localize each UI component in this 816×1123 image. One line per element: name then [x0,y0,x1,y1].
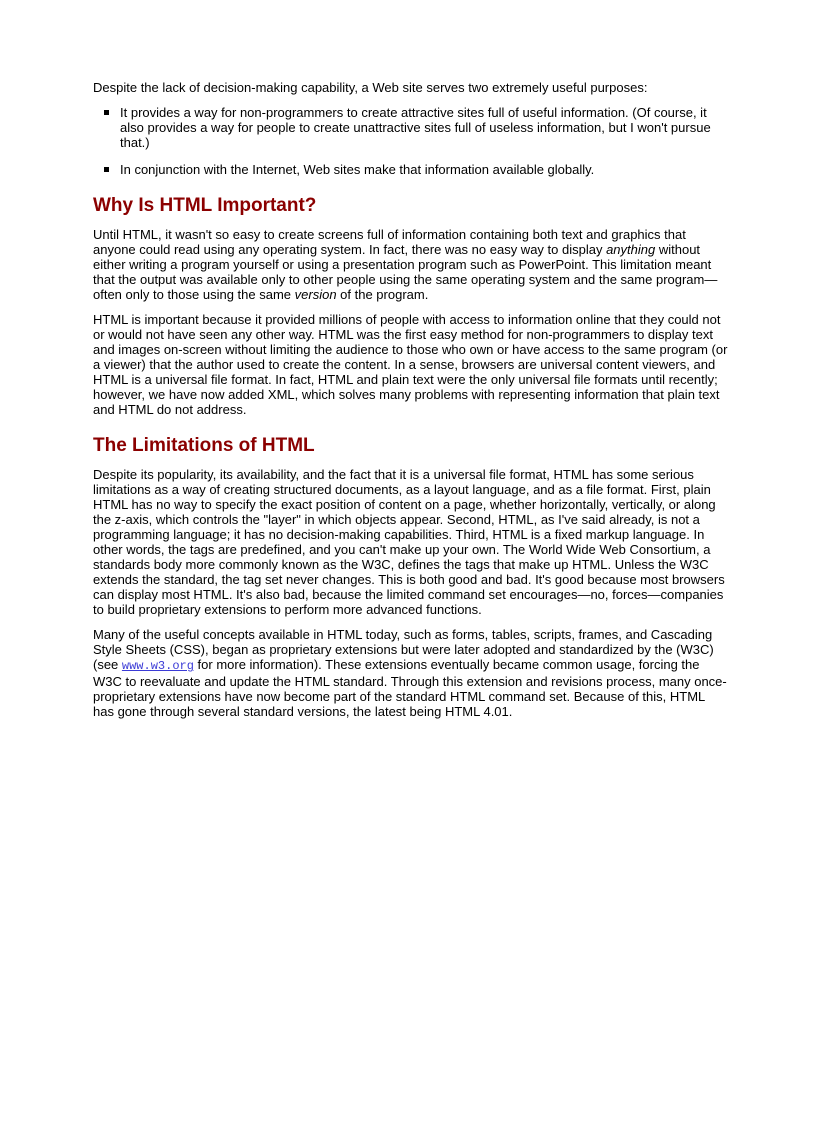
document-page [93,80,729,729]
intro-paragraph: Despite the lack of decision-making capability, a Web site serves two extremely useful purposes: [93,80,648,95]
section-heading-limitations: The Limitations of HTML [93,435,315,456]
list-item-text: In conjunction with the Internet, Web sites make that information available globally. [120,162,595,177]
w3c-link[interactable]: www.w3.org [121,659,194,673]
emphasis-text: anything [606,242,656,257]
text-run: Until HTML, it wasn't so easy to create screens full of information containing both text and graphics that anyone could read using any operating system. In fact, there was no easy way to display [93,227,686,257]
text-run: Many of the useful concepts available in HTML today, such as forms, tables, scripts, frames, and Cascading Style Sheets (CSS), began as proprietary extensions but were later adopted and standardized by the (W3C) (see [93,627,714,672]
list-item [93,162,729,177]
body-paragraph [93,627,729,719]
list-item-text: It provides a way for non-programmers to create attractive sites full of useful information. (Of course, it also provides a way for people to create unattractive sites full of useless information, but I won't pursue that.) [120,105,711,150]
emphasis-text: version [294,287,337,302]
body-paragraph: HTML is important because it provided millions of people with access to information online that they could not or would not have seen any other way. HTML was the first easy method for non-programmers to display text and images on-screen without limiting the audience to those who own or have access to the same program (or a viewer) that the author used to create the content. In a sense, browsers are universal content viewers, and HTML is a universal file format. In fact, HTML and plain text were the only universal file formats until recently; however, we have now added XML, which solves many problems with representing information that plain text and HTML do not address. [93,312,728,417]
text-run: for more information). These extensions eventually became common usage, forcing the W3C to reevaluate and update the HTML standard. Through this extension and revisions process, many once-proprietary extensions have now become part of the standard HTML command set. Because of this, HTML has gone through several standard versions, the latest being HTML 4.01. [93,657,727,719]
body-paragraph: Despite its popularity, its availability, and the fact that it is a universal file format, HTML has some serious limitations as a way of creating structured documents, as a layout language, and as a file format. First, plain HTML has no way to specify the exact position of content on a page, whether horizontally, vertically, or along the z-axis, which controls the "layer" in which objects appear. Second, HTML, as I've said already, is not a programming language; it has no decision-making capabilities. Third, HTML is a fixed markup language. In other words, the tags are predefined, and you can't make up your own. The World Wide Web Consortium, a standards body more commonly known as the W3C, defines the tags that make up HTML. Unless the W3C extends the standard, the tag set never changes. This is both good and bad. It's good because most browsers can display most HTML. It's also bad, because the limited command set encourages—no, forces—companies to build proprietary extensions to perform more advanced functions. [93,467,725,617]
square-bullet-icon [104,110,109,115]
text-run: without either writing a program yourself or using a presentation program such as PowerPoint. This limitation meant that the output was available only to other people using the same operating system and the same program—often only to those using the same [93,242,718,302]
square-bullet-icon [104,167,109,172]
purpose-list [93,105,729,177]
text-run: of the program. [336,287,429,302]
section-heading-why-html: Why Is HTML Important? [93,195,317,216]
list-item [93,105,729,150]
body-paragraph [93,227,729,302]
